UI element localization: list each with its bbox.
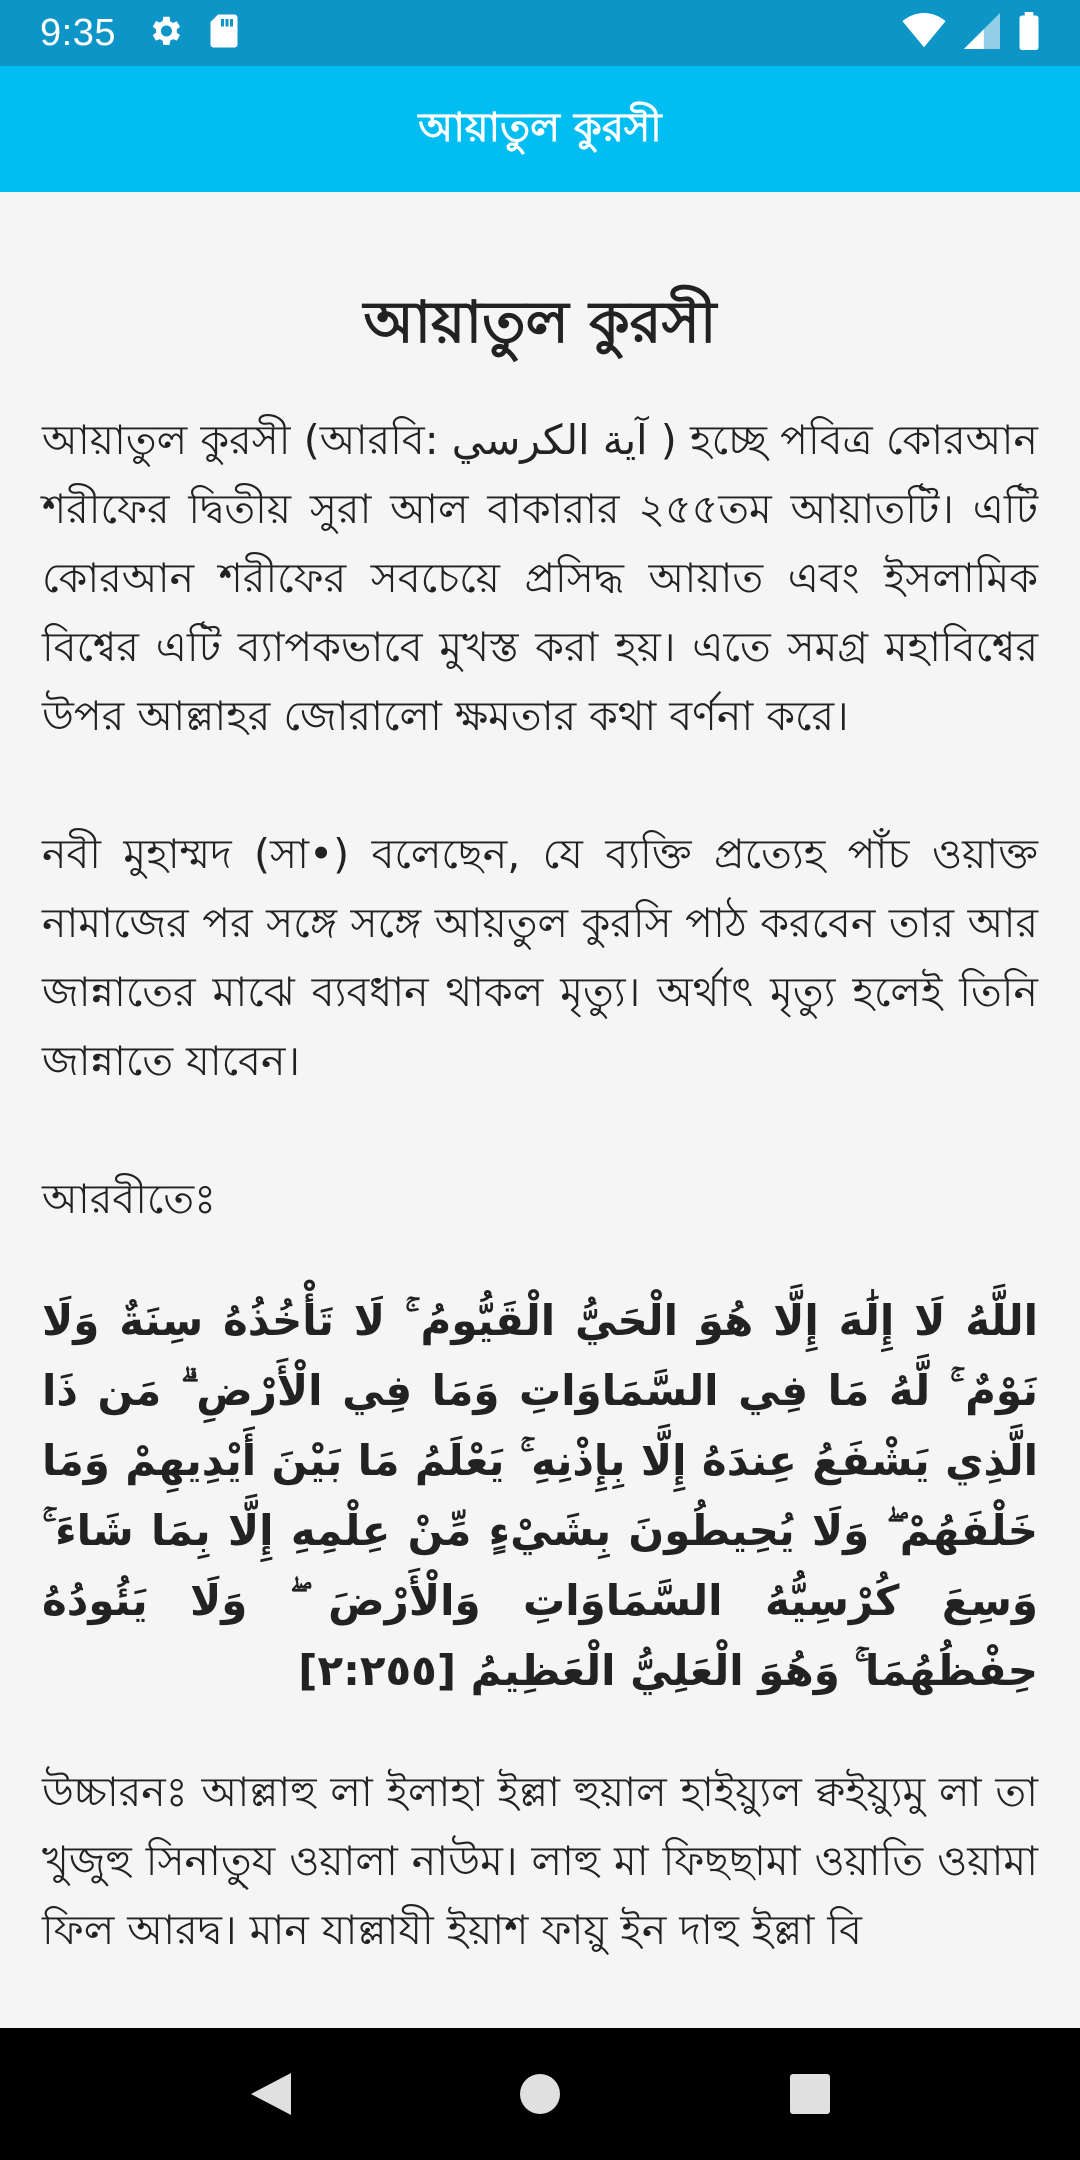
navigation-bar (0, 2028, 1080, 2160)
back-icon[interactable] (225, 2049, 315, 2139)
signal-icon (964, 13, 1000, 53)
pronunciation-paragraph: উচ্চারনঃ আল্লাহু লা ইলাহা ইল্লা হুয়াল হাইয়্যুল ক্বইয়্যুমু লা তা খুজুহু সিনাতু্য ওয়ালা নাউম। লাহু মা ফিছছামা ওয়াতি ওয়ামা ফিল আরদ্ব। মান যাল্লাযী ইয়াশ ফায়ু ইন দাহু ইল্লা বি (42, 1767, 1038, 1954)
hadith-paragraph: নবী মুহাম্মদ (সা•) বলেছেন, যে ব্যক্তি প্রত্যেহ পাঁচ ওয়াক্ত নামাজের পর সঙ্গে সঙ্গে আয়তুল কুরসি পাঠ করবেন তার আর জান্নাতের মাঝে ব্যবধান থাকল মৃত্যু। অর্থাৎ মৃত্যু হলেই তিনি জান্নাতে যাবেন। (42, 829, 1038, 1085)
status-system-icons (902, 12, 1040, 54)
app-bar (0, 66, 1080, 192)
arabic-verse: اللَّهُ لَا إِلَٰهَ إِلَّا هُوَ الْحَيُّ الْقَيُّومُ ۚ لَا تَأْخُذُهُ سِنَةٌ وَلَا نَوْمٌ ۚ لَّهُ مَا فِي السَّمَاوَاتِ وَمَا فِي الْأَرْضِ ۗ مَن ذَا الَّذِي يَشْفَعُ عِندَهُ إِلَّا بِإِذْنِهِ ۚ يَعْلَمُ مَا بَيْنَ أَيْدِيهِمْ وَمَا خَلْفَهُمْ ۖ وَلَا يُحِيطُونَ بِشَيْءٍ مِّنْ عِلْمِهِ إِلَّا بِمَا شَاءَ ۚ وَسِعَ كُرْسِيُّهُ السَّمَاوَاتِ وَالْأَرْضَ ۖ وَلَا يَئُودُهُ حِفْظُهُمَا ۚ وَهُوَ الْعَلِيُّ الْعَظِيمُ [٢:٢٥٥] (42, 1295, 1038, 1695)
status-notification-icons (146, 12, 240, 54)
status-time: 9:35 (40, 11, 116, 54)
intro-paragraph: আয়াতুল কুরসী (আরবি: آية الكرسي ) হচ্ছে পবিত্র কোরআন শরীফের দ্বিতীয় সুরা আল বাকারার ২৫৫তম আয়াতটি। এটি কোরআন শরীফের সবচেয়ে প্রসিদ্ধ আয়াত এবং ইসলামিক বিশ্বের এটি ব্যাপকভাবে মুখস্ত করা হয়। এতে সমগ্র মহাবিশ্বের উপর আল্লাহর জোরালো ক্ষমতার কথা বর্ণনা করে। (42, 415, 1038, 740)
home-icon[interactable] (495, 2049, 585, 2139)
wifi-icon (902, 13, 946, 53)
article-title: আয়াতুল কুরসী (363, 288, 717, 356)
arabic-label: আরবীতেঃ (42, 1174, 217, 1223)
article-scroll-area[interactable] (0, 192, 1080, 2028)
status-bar (0, 0, 1080, 66)
battery-icon (1018, 12, 1040, 54)
recents-icon[interactable] (765, 2049, 855, 2139)
gear-icon (146, 12, 184, 54)
app-bar-title: আয়াতুল কুরসী (418, 104, 662, 151)
sd-card-icon (208, 13, 240, 53)
